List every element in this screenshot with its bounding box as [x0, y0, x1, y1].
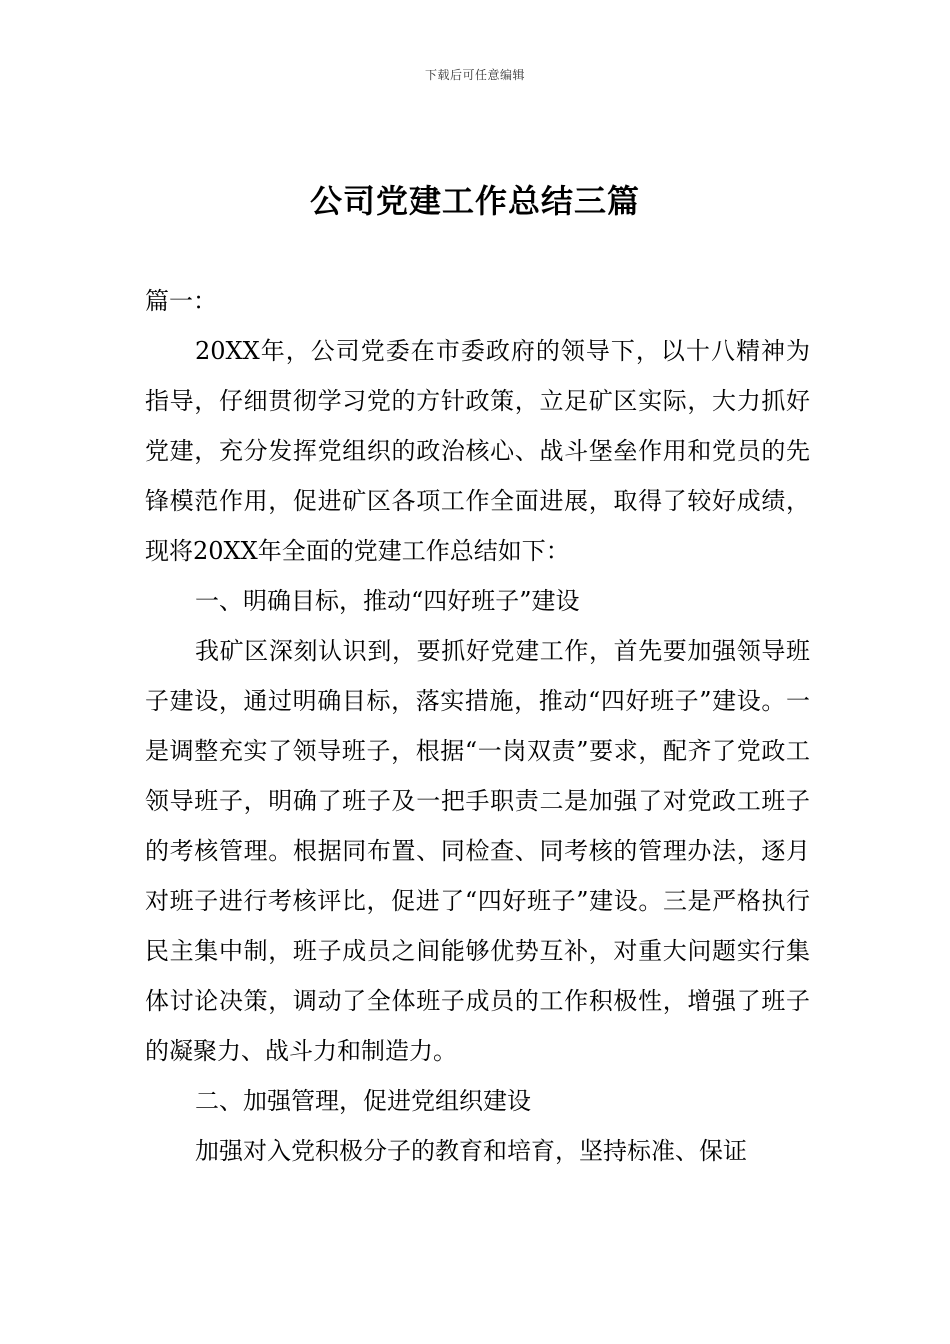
header-note: 下载后可任意编辑 — [424, 68, 525, 82]
intro-paragraph: 20XX年，公司党委在市委政府的领导下，以十八精神为指导，仔细贯彻学习党的方针政策，立足矿区实际，大力抓好党建，充分发挥党组织的政治核心、战斗堡垒作用和党员的先锋模范作用，促进矿区各项工作全面进展，取得了较好成绩，现将20XX年全面的党建工作总结如下： — [145, 337, 810, 565]
body-paragraph-2: 加强对入党积极分子的教育和培育，坚持标准、保证 — [195, 1137, 747, 1165]
section-heading-2: 二、加强管理，促进党组织建设 — [195, 1087, 531, 1115]
document-title: 公司党建工作总结三篇 — [309, 182, 640, 220]
section-label: 篇一： — [145, 287, 217, 315]
section-heading-1: 一、明确目标，推动“四好班子”建设 — [195, 587, 580, 615]
body-paragraph-1: 我矿区深刻认识到，要抓好党建工作，首先要加强领导班子建设，通过明确目标，落实措施，推动“四好班子”建设。一是调整充实了领导班子，根据“一岗双责”要求，配齐了党政工领导班子，明确了班子及一把手职责二是加强了对党政工班子的考核管理。根据同布置、同检查、同考核的管理办法，逐月对班子进行考核评比，促进了“四好班子”建设。三是严格执行民主集中制，班子成员之间能够优势互补，对重大问题实行集体讨论决策，调动了全体班子成员的工作积极性，增强了班子的凝聚力、战斗力和制造力。 — [145, 637, 810, 1065]
document-body — [145, 276, 810, 1176]
